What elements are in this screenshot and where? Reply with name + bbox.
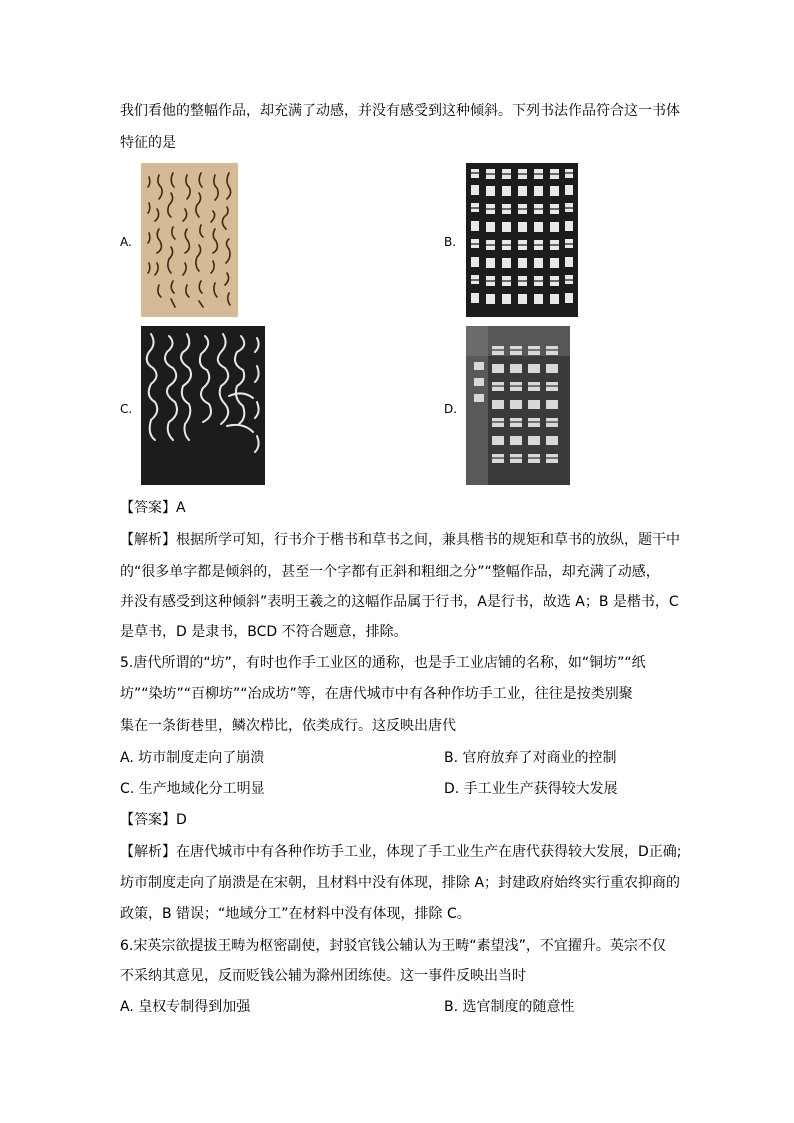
q6-option-a: A. 皇权专制得到加强 [120, 999, 251, 1015]
intro-line-2: 特征的是 [120, 135, 176, 151]
q5-option-c: C. 生产地域化分工明显 [120, 781, 265, 797]
q4-analysis-line-1: 【解析】根据所学可知，行书介于楷书和草书之间，兼具楷书的规矩和草书的放纵，题干中 [120, 532, 680, 548]
q5-analysis-line-2: 坊市制度走向了崩溃是在宋朝，且材料中没有体现，排除 A；封建政府始终实行重农抑商的 [120, 875, 681, 891]
clerical-script-illustration [466, 326, 570, 485]
q5-line-1: 5.唐代所谓的“坊”，有时也作手工业区的通称，也是手工业店铺的名称，如“铜坊”“纸 [120, 655, 646, 671]
q5-analysis-line-1: 【解析】在唐代城市中有各种作坊手工业，体现了手工业生产在唐代获得较大发展，D正确; [120, 844, 682, 860]
q5-analysis-line-3: 政策，B 错误；“地域分工”在材料中没有体现，排除 C。 [120, 906, 471, 922]
q5-option-a: A. 坊市制度走向了崩溃 [120, 750, 265, 766]
q6-option-b: B. 选官制度的随意性 [444, 999, 575, 1015]
calligraphy-image-a [141, 163, 238, 317]
calligraphy-image-b [466, 163, 578, 317]
option-a-label: A. [120, 235, 132, 249]
option-c-label: C. [120, 402, 133, 416]
regular-script-illustration [466, 163, 578, 317]
q4-analysis-line-2: 的“很多单字都是倾斜的，甚至一个字都有正斜和粗细之分”“整幅作品，却充满了动感， [120, 564, 660, 580]
calligraphy-image-c [141, 326, 265, 485]
q5-answer: 【答案】D [120, 812, 187, 828]
q4-analysis-line-3: 并没有感受到这种倾斜”表明王羲之的这幅作品属于行书，A是行书，故选 A；B 是楷书，C [120, 594, 679, 610]
calligraphy-image-d [466, 326, 570, 485]
q4-analysis-line-4: 是草书，D 是隶书，BCD 不符合题意，排除。 [120, 624, 408, 640]
option-d-label: D. [444, 402, 458, 416]
intro-line-1: 我们看他的整幅作品，却充满了动感，并没有感受到这种倾斜。下列书法作品符合这一书体 [120, 103, 680, 119]
running-script-illustration [141, 163, 238, 317]
q5-line-2: 坊”“染坊”“百柳坊”“冶成坊”等，在唐代城市中有各种作坊手工业，往往是按类别聚 [120, 686, 633, 702]
q6-line-1: 6.宋英宗欲提拔王畴为枢密副使，封驳官钱公辅认为王畴“素望浅”，不宜擢升。英宗不仅 [120, 938, 666, 954]
option-b-label: B. [444, 235, 457, 249]
q6-line-2: 不采纳其意见，反而贬钱公辅为滁州团练使。这一事件反映出当时 [120, 968, 526, 984]
q4-answer: 【答案】A [120, 500, 186, 516]
q5-option-b: B. 官府放弃了对商业的控制 [444, 750, 617, 766]
q5-line-3: 集在一条街巷里，鳞次栉比，依类成行。这反映出唐代 [120, 718, 456, 734]
cursive-script-illustration [141, 326, 265, 485]
q5-option-d: D. 手工业生产获得较大发展 [444, 781, 618, 797]
